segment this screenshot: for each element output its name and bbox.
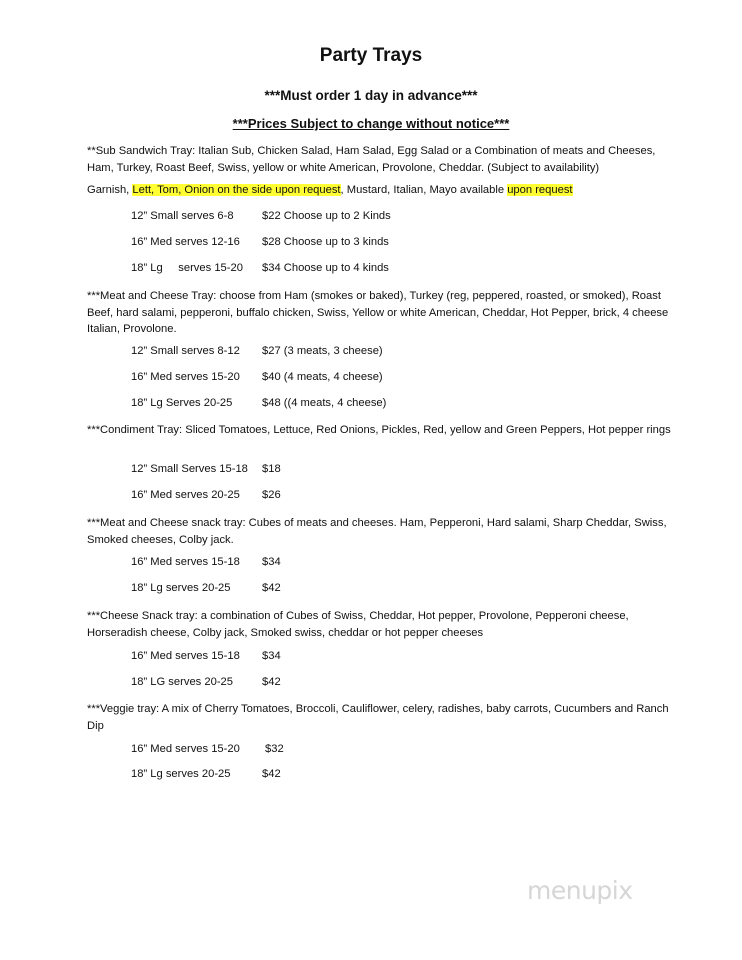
garnish-highlight-toppings: Lett, Tom, Onion on the side upon request xyxy=(132,184,341,196)
advance-order-notice: ***Must order 1 day in advance*** xyxy=(264,88,478,103)
cheese-snack-row-16 xyxy=(131,650,281,662)
tray-size: 18” Lg serves 15-20 xyxy=(131,262,243,274)
tray-size: 16” Med serves 15-20 xyxy=(131,371,240,383)
tray-price: $18 xyxy=(262,463,281,475)
page-title: Party Trays xyxy=(319,45,423,66)
veggie-row-18 xyxy=(131,768,281,780)
garnish-middle: , Mustard, Italian, Mayo available xyxy=(340,184,508,196)
garnish-line xyxy=(87,184,573,196)
cheese-snack-row-18 xyxy=(131,676,281,688)
tray-size: 16” Med serves 15-20 xyxy=(131,743,240,755)
garnish-prefix: Garnish, xyxy=(87,184,133,196)
tray-size: 12” Small serves 6-8 xyxy=(131,210,234,222)
menupix-watermark: menupix xyxy=(527,876,633,905)
tray-price: $42 xyxy=(262,676,281,688)
sub-sandwich-row-16 xyxy=(131,236,389,248)
tray-size: 16” Med serves 20-25 xyxy=(131,489,240,501)
tray-price: $22 Choose up to 2 Kinds xyxy=(262,210,391,222)
tray-size: 16” Med serves 12-16 xyxy=(131,236,240,248)
meat-cheese-row-12 xyxy=(131,345,383,357)
meat-snack-description: ***Meat and Cheese snack tray: Cubes of meats and cheeses. Ham, Pepperoni, Hard salami, Sharp Cheddar, Swiss, Smoked cheeses, Colby jack. xyxy=(87,517,667,546)
tray-price: $34 xyxy=(262,556,281,568)
meat-snack-row-16 xyxy=(131,556,281,568)
tray-price: $26 xyxy=(262,489,281,501)
tray-size: 18” Lg Serves 20-25 xyxy=(131,397,233,409)
sub-sandwich-row-12 xyxy=(131,210,391,222)
cheese-snack-description: ***Cheese Snack tray: a combination of Cubes of Swiss, Cheddar, Hot pepper, Provolone, Pepperoni cheese, Horseradish cheese, Colby jack, Smoked swiss, cheddar or hot pepper cheeses xyxy=(87,610,629,639)
tray-price: $40 (4 meats, 4 cheese) xyxy=(262,371,383,383)
tray-price: $27 (3 meats, 3 cheese) xyxy=(262,345,383,357)
tray-price: $34 Choose up to 4 kinds xyxy=(262,262,389,274)
tray-size: 16” Med serves 15-18 xyxy=(131,650,240,662)
meat-cheese-description: ***Meat and Cheese Tray: choose from Ham (smokes or baked), Turkey (reg, peppered, roasted, or smoked), Roast Beef, hard salami, pepperoni, buffalo chicken, Swiss, Yellow or white American, Cheddar, Hot Pepper, brick, 4 cheese Italian, Provolone. xyxy=(87,290,669,335)
tray-size: 18” LG serves 20-25 xyxy=(131,676,233,688)
sub-sandwich-description: **Sub Sandwich Tray: Italian Sub, Chicken Salad, Ham Salad, Egg Salad or a Combination of meats and Cheeses, Ham, Turkey, Roast Beef, Swiss, yellow or white American, Provolone, Cheddar. (Subject to availability) xyxy=(87,145,656,174)
tray-price: $42 xyxy=(262,582,281,594)
tray-price: $48 ((4 meats, 4 cheese) xyxy=(262,397,387,409)
meat-cheese-row-16 xyxy=(131,371,383,383)
tray-size: 18” Lg serves 20-25 xyxy=(131,768,231,780)
sub-sandwich-row-18 xyxy=(131,262,389,274)
tray-size: 16” Med serves 15-18 xyxy=(131,556,240,568)
tray-size: 18” Lg serves 20-25 xyxy=(131,582,231,594)
tray-price: $28 Choose up to 3 kinds xyxy=(262,236,389,248)
condiment-row-16 xyxy=(131,489,281,501)
condiment-row-12 xyxy=(131,463,281,475)
tray-size: 12” Small Serves 15-18 xyxy=(131,463,248,475)
tray-price: $42 xyxy=(262,768,281,780)
tray-size: 12” Small serves 8-12 xyxy=(131,345,240,357)
condiment-description: ***Condiment Tray: Sliced Tomatoes, Lettuce, Red Onions, Pickles, Red, yellow and Green Peppers, Hot pepper rings xyxy=(87,424,671,436)
veggie-row-16 xyxy=(131,743,284,755)
meat-snack-row-18 xyxy=(131,582,281,594)
price-change-notice: ***Prices Subject to change without notice*** xyxy=(232,116,510,131)
meat-cheese-row-18 xyxy=(131,397,387,409)
garnish-highlight-request: upon request xyxy=(507,184,573,196)
veggie-description: ***Veggie tray: A mix of Cherry Tomatoes, Broccoli, Cauliflower, celery, radishes, baby carrots, Cucumbers and Ranch Dip xyxy=(87,703,669,732)
tray-price: $34 xyxy=(262,650,281,662)
tray-price: $32 xyxy=(265,743,284,755)
